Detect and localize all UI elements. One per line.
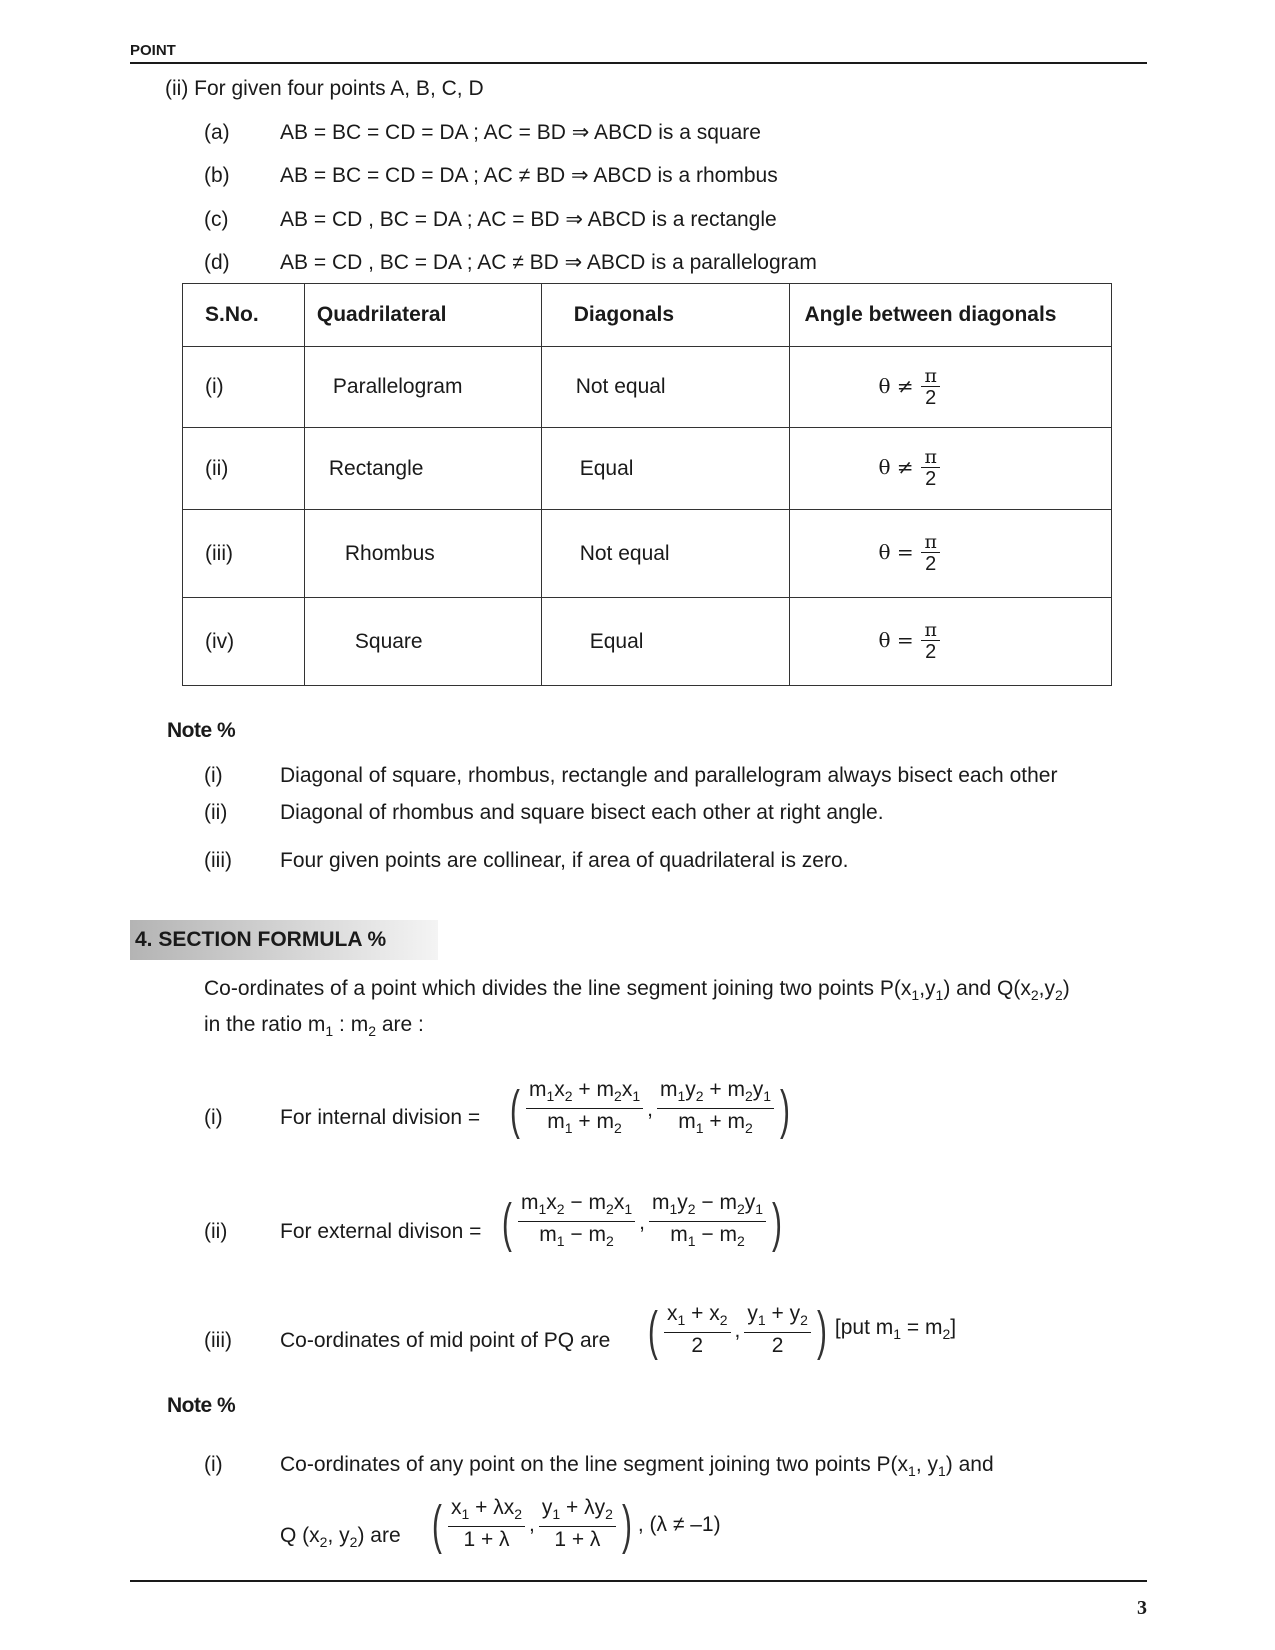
note-item-label: (iii) (204, 849, 232, 872)
section-heading: 4. SECTION FORMULA % (130, 920, 438, 960)
intro-text: Co-ordinates of a point which divides the line segment joining two points P(x (204, 977, 912, 1000)
intro-text: in the ratio m (204, 1013, 326, 1036)
col-header: Quadrilateral (304, 284, 541, 347)
fraction: $\frac{m_1y_2 - m_2y_1}{m_1 - m_2}$ (649, 1191, 766, 1254)
header-rule (130, 62, 1147, 64)
frac-den: 2 (925, 386, 937, 409)
table-row (183, 428, 1112, 510)
pi-over-2 (921, 620, 940, 663)
cell-diagonals: Not equal (541, 347, 790, 428)
fraction: $\frac{m_1x_2 + m_2x_1}{m_1 + m_2}$ (526, 1078, 643, 1141)
fraction: $\frac{x_1 + \lambda x_2}{1 + \lambda}$ (448, 1496, 525, 1553)
paren-right: ) (780, 1079, 791, 1140)
internal-division-formula: ( $\frac{m_1x_2 + m_2x_1}{m_1 + m_2}$ , $\frac{m_1y_2 + m_2y_1}{m_1 + m_2}$ ) (510, 1078, 791, 1140)
cell-angle (790, 510, 1112, 598)
cell-quadrilateral: Square (304, 598, 541, 686)
cell-sno: (iii) (183, 510, 305, 598)
page-number: 3 (1137, 1597, 1147, 1619)
intro-item-label: (a) (204, 121, 230, 144)
midpoint-condition: [put $m_1 = m_2$] (834, 1315, 957, 1342)
frac-den: 2 (925, 641, 937, 663)
section-intro-line1: Co-ordinates of a point which divides the line segment joining two points $P(x_1,y_1)$ and $Q(x_2,y_2)$ (204, 977, 1070, 1004)
section-intro-line2: in the ratio $m_1$ : $m_2$ are : (204, 1013, 424, 1040)
cell-sno: (iv) (183, 598, 305, 686)
formula-label: (ii) (204, 1220, 228, 1243)
cell-diagonals: Equal (541, 598, 790, 686)
frac-num: π (921, 447, 940, 468)
table-row (183, 347, 1112, 428)
formula-text: For external divison = (280, 1220, 482, 1243)
note-title: Note % (167, 1394, 236, 1417)
cell-quadrilateral: Rectangle (304, 428, 541, 510)
angle-relation: θ = (878, 628, 914, 653)
fraction: $\frac{x_1 + x_2}{2}$ (664, 1302, 731, 1359)
intro-item-text: AB = BC = CD = DA ; AC = BD ⇒ ABCD is a square (280, 121, 761, 144)
frac-num: π (921, 532, 940, 553)
paren-left: ( (648, 1300, 658, 1361)
midpoint-formula: ( $\frac{x_1 + x_2}{2}$ , $\frac{y_1 + y_2}{2}$ ) [put $m_1 = m_2$] (648, 1300, 957, 1361)
angle-relation: θ ≠ (878, 455, 914, 480)
note-item-label: (ii) (204, 801, 228, 824)
intro-item-label: (d) (204, 251, 230, 274)
cell-sno: (i) (183, 347, 305, 428)
intro-item-text: AB = CD , BC = DA ; AC ≠ BD ⇒ ABCD is a parallelogram (280, 251, 817, 274)
frac-num: π (921, 620, 940, 641)
note-item-label: (i) (204, 764, 223, 787)
note-item-text: Diagonal of square, rhombus, rectangle and parallelogram always bisect each other (280, 764, 1058, 787)
fraction: $\frac{m_1y_2 + m_2y_1}{m_1 + m_2}$ (657, 1078, 774, 1141)
formula-label: (iii) (204, 1329, 232, 1352)
cell-angle (790, 347, 1112, 428)
cell-diagonals: Not equal (541, 510, 790, 598)
running-header: POINT (130, 42, 176, 59)
cell-quadrilateral: Rhombus (304, 510, 541, 598)
lambda-formula: ( $\frac{x_1 + \lambda x_2}{1 + \lambda}$ , $\frac{y_1 + \lambda y_2}{1 + \lambda}$ ) , (λ ≠ –1) (432, 1494, 721, 1555)
intro-item-text: AB = BC = CD = DA ; AC ≠ BD ⇒ ABCD is a rhombus (280, 164, 778, 187)
paren-right: ) (621, 1494, 632, 1555)
fraction: $\frac{y_1 + y_2}{2}$ (744, 1302, 811, 1359)
external-division-formula: ( $\frac{m_1x_2 - m_2x_1}{m_1 - m_2}$ , $\frac{m_1y_2 - m_2y_1}{m_1 - m_2}$ ) (502, 1191, 783, 1253)
fraction: $\frac{m_1x_2 - m_2x_1}{m_1 - m_2}$ (518, 1191, 635, 1254)
note-item-text: Diagonal of rhombus and square bisect each other at right angle. (280, 801, 884, 824)
paren-left: ( (432, 1494, 442, 1555)
intro-item-text: AB = CD , BC = DA ; AC = BD ⇒ ABCD is a rectangle (280, 208, 777, 231)
quadrilateral-table (182, 283, 1112, 686)
formula-label: (i) (204, 1106, 223, 1129)
col-header: Angle between diagonals (790, 284, 1112, 347)
col-header: S.No. (183, 284, 305, 347)
angle-relation: θ = (878, 540, 914, 565)
pi-over-2 (921, 366, 940, 409)
paren-right: ) (772, 1192, 783, 1253)
note-item-text: Four given points are collinear, if area of quadrilateral is zero. (280, 849, 849, 872)
fraction: $\frac{y_1 + \lambda y_2}{1 + \lambda}$ (539, 1496, 616, 1553)
cell-diagonals: Equal (541, 428, 790, 510)
intro-heading: (ii) For given four points A, B, C, D (165, 77, 484, 100)
table-row (183, 510, 1112, 598)
note-title: Note % (167, 719, 236, 742)
paren-left: ( (510, 1079, 520, 1140)
formula-text: For internal division = (280, 1106, 481, 1129)
frac-den: 2 (925, 468, 937, 490)
cell-angle (790, 428, 1112, 510)
table-header-row (183, 284, 1112, 347)
paren-left: ( (502, 1192, 512, 1253)
intro-item-label: (b) (204, 164, 230, 187)
paren-right: ) (816, 1300, 827, 1361)
pi-over-2 (921, 532, 940, 575)
note-item-text: Co-ordinates of any point on the line segment joining two points $P(x_1$, $y_1$) and (280, 1453, 994, 1480)
frac-den: 2 (925, 553, 937, 575)
pi-over-2 (921, 447, 940, 490)
col-header: Diagonals (541, 284, 790, 347)
footer-rule (130, 1580, 1147, 1582)
formula-text: Co-ordinates of mid point of PQ are (280, 1329, 611, 1352)
table-row (183, 598, 1112, 686)
cell-sno: (ii) (183, 428, 305, 510)
angle-relation: θ ≠ (878, 373, 914, 398)
cell-angle (790, 598, 1112, 686)
note-item-label: (i) (204, 1453, 223, 1476)
cell-quadrilateral: Parallelogram (304, 347, 541, 428)
intro-item-label: (c) (204, 208, 229, 231)
frac-num: π (921, 366, 940, 387)
lambda-condition: (λ ≠ –1) (649, 1512, 721, 1536)
q-point-text: Q ($x_2$, $y_2$) are (280, 1524, 401, 1551)
